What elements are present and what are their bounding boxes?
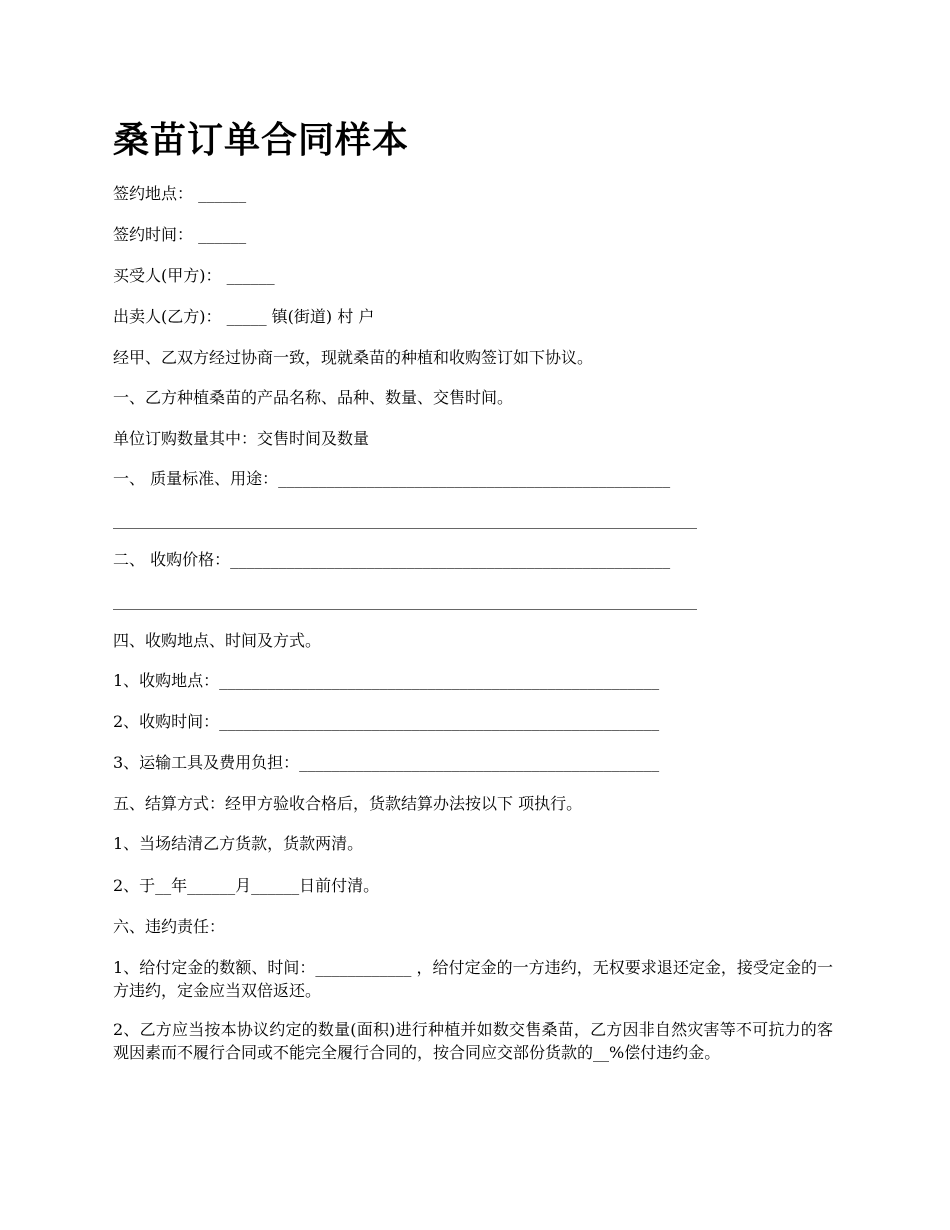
signing-time-line: 签约时间： ______ — [113, 225, 247, 244]
clause-4-heading: 四、收购地点、时间及方式。 — [113, 631, 322, 650]
purchase-place-line: 1、收购地点：_______________________________________________________ — [113, 671, 660, 690]
clause-5-heading: 五、结算方式：经甲方验收合格后，货款结算办法按以下 项执行。 — [113, 794, 583, 813]
buyer-line: 买受人(甲方)： ______ — [113, 266, 275, 285]
signing-place-line: 签约地点： ______ — [113, 184, 247, 203]
purchase-price-blank: _________________________________________________________________________ — [113, 591, 697, 610]
transport-cost-line: 3、运输工具及费用负担：_____________________________________________ — [113, 753, 660, 772]
liability-paragraph-2: 2、乙方应当按本协议约定的数量(面积)进行种植并如数交售桑苗，乙方因非自然灾害等不可抗力的客观因素而不履行合同或不能完全履行合同的，按合同应交部份货款的__%偿付违约金。 — [113, 1020, 833, 1062]
order-quantity-line: 单位订购数量其中：交售时间及数量 — [113, 429, 370, 448]
purchase-time-line: 2、收购时间：_______________________________________________________ — [113, 712, 660, 731]
clause-6-heading: 六、违约责任： — [113, 917, 226, 936]
settlement-option-1: 1、当场结清乙方货款，货款两清。 — [113, 834, 364, 853]
seller-line: 出卖人(乙方)： _____ 镇(街道) 村 户 — [113, 307, 375, 326]
preamble-line: 经甲、乙双方经过协商一致，现就桑苗的种植和收购签订如下协议。 — [113, 348, 594, 367]
purchase-price-line: 二、 收购价格：_______________________________________________________ — [113, 550, 671, 569]
clause-1-heading: 一、乙方种植桑苗的产品名称、品种、数量、交售时间。 — [113, 388, 514, 407]
quality-standard-blank: _________________________________________________________________________ — [113, 510, 697, 529]
liability-paragraph-1: 1、给付定金的数额、时间：____________ ，给付定金的一方违约，无权要求退还定金，接受定金的一方违约，定金应当双倍返还。 — [113, 958, 833, 1000]
document-title: 桑苗订单合同样本 — [113, 119, 410, 161]
settlement-option-2: 2、于__年______月______日前付清。 — [113, 876, 380, 895]
quality-standard-line: 一、 质量标准、用途：_________________________________________________ — [113, 469, 671, 488]
